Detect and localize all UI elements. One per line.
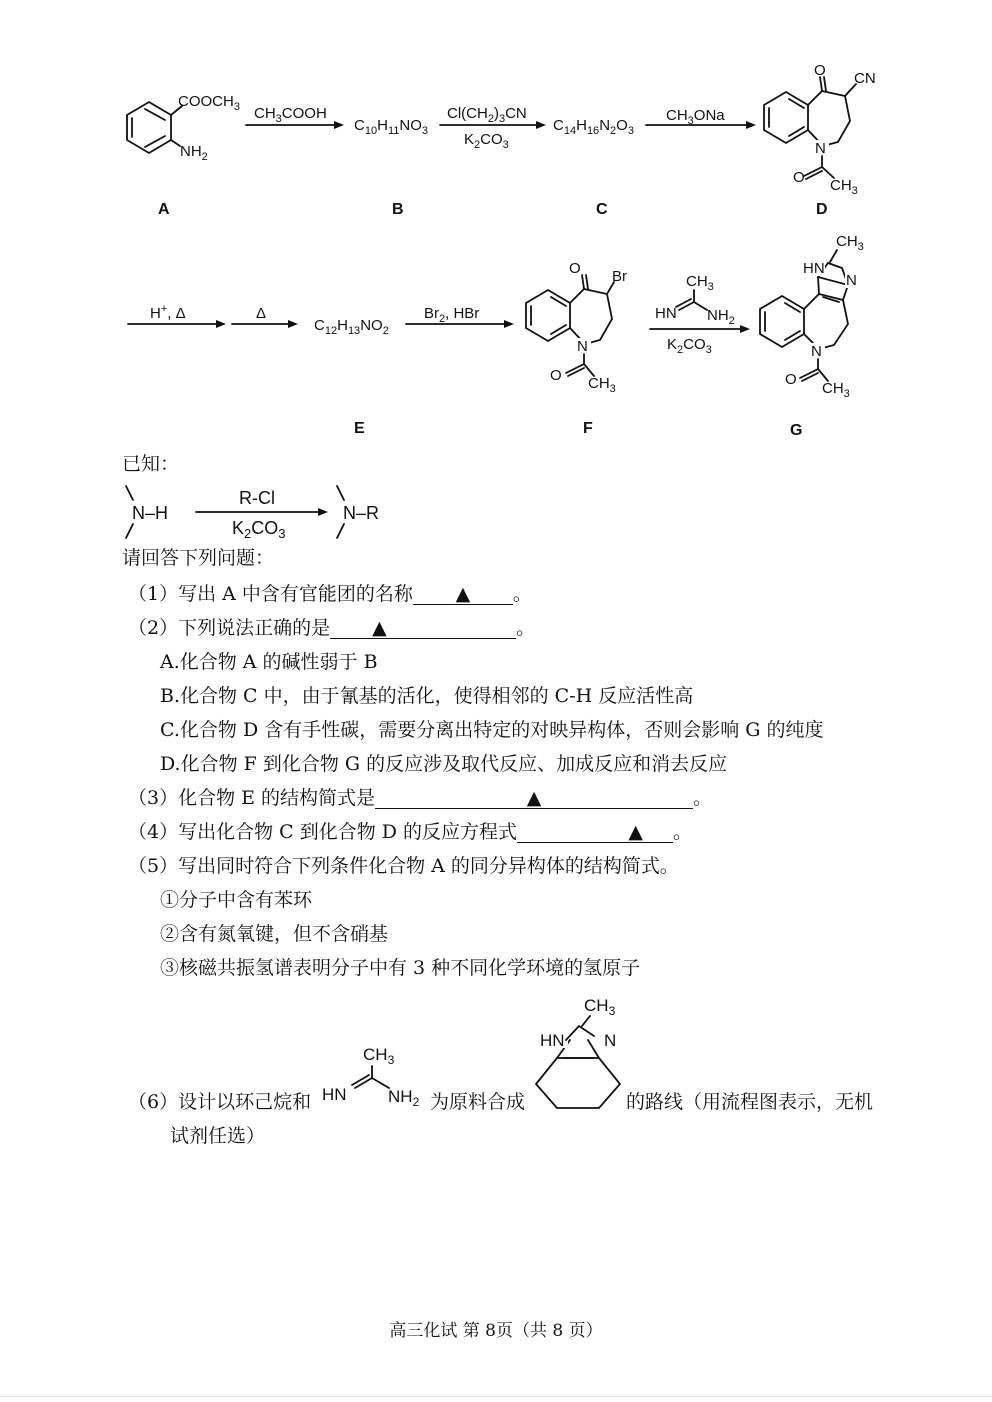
svg-text:N–R: N–R — [343, 503, 380, 523]
answer-blank-4[interactable] — [517, 820, 673, 843]
svg-text:CH3ONa: $CH_3ONa$ — [666, 107, 725, 127]
formula-c: $C_{14}H_{16}N_2O_3$ — [553, 117, 634, 137]
question-2-option-c: C.化合物 D 含有手性碳，需要分离出特定的对映异构体，否则会影响 G 的纯度 — [160, 719, 824, 741]
svg-text:Δ: Δ — [256, 305, 267, 322]
question-3-text: （3）化合物 E 的结构简式是 — [128, 787, 376, 809]
bottom-divider — [0, 1396, 992, 1397]
svg-text:O: O — [550, 367, 562, 384]
page-footer: 高三化试 第 8页（共 8 页） — [389, 1321, 603, 1341]
answer-marker-4: ▲ — [628, 821, 644, 843]
known-reaction — [126, 486, 379, 541]
question-4-text: （4）写出化合物 C 到化合物 D 的反应方程式 — [128, 821, 518, 843]
answer-marker-1: ▲ — [455, 583, 471, 605]
svg-text:K2CO3: $K_2CO_3$ — [464, 131, 509, 151]
svg-text:HN: HN — [803, 260, 825, 277]
question-2-option-a: A.化合物 A 的碱性弱于 B — [160, 651, 378, 673]
svg-text:HN: HN — [655, 305, 677, 322]
svg-text:CH3: $CH_3$ — [686, 273, 714, 293]
question-6-line2: 试剂任选） — [170, 1125, 266, 1147]
question-5-condition-2: ②含有氮氧键，但不含硝基 — [160, 923, 389, 945]
svg-text:HN: HN — [540, 1031, 565, 1050]
label-g: G — [790, 422, 803, 439]
svg-text:O: O — [785, 371, 797, 388]
svg-text:N: N — [811, 343, 822, 360]
question-5-condition-3: ③核磁共振氢谱表明分子中有 3 种不同化学环境的氢原子 — [160, 957, 641, 979]
question-2: （2）下列说法正确的是 ▲ 。 — [128, 617, 536, 639]
label-b: B — [392, 201, 404, 218]
answer-marker-3: ▲ — [526, 787, 542, 809]
question-1: （1）写出 A 中含有官能团的名称 ▲ 。 — [128, 583, 532, 605]
question-6-part1: （6）设计以环己烷和 — [128, 1091, 312, 1113]
compound-a-structure — [127, 93, 240, 163]
compound-d-structure — [764, 62, 876, 197]
formula-b: $C_{10}H_{11}NO_3$ — [354, 117, 428, 137]
target-imidazole-structure — [536, 996, 620, 1108]
svg-text:CH3: $CH_3$ — [584, 996, 616, 1018]
question-5: （5）写出同时符合下列条件化合物 A 的同分异构体的结构简式。 — [128, 855, 679, 877]
svg-text:NH2: $NH_2$ — [707, 307, 735, 327]
svg-text:Cl(CH2)3CN: $Cl(CH_2)_3CN$ — [447, 105, 527, 125]
svg-text:K2CO3: $K_2CO_3$ — [667, 336, 712, 356]
question-2-option-b: B.化合物 C 中，由于氰基的活化，使得相邻的 C-H 反应活性高 — [160, 685, 694, 707]
question-4: （4）写出化合物 C 到化合物 D 的反应方程式 ▲ 。 — [128, 821, 693, 843]
svg-text:NH2: $NH_2$ — [180, 143, 208, 163]
compound-g-structure — [760, 233, 864, 400]
svg-text:R-Cl: R-Cl — [239, 488, 275, 508]
svg-text:N: N — [815, 140, 826, 157]
answer-marker-2: ▲ — [372, 617, 387, 639]
question-3: （3）化合物 E 的结构简式是 ▲ 。 — [128, 787, 713, 809]
svg-text:K2CO3: $K_2CO_3$ — [232, 518, 286, 541]
svg-text:CN: CN — [854, 70, 876, 87]
questions-intro: 请回答下列问题： — [122, 547, 275, 569]
label-d: D — [816, 201, 828, 218]
svg-text:O: O — [814, 62, 826, 79]
label-e: E — [354, 420, 365, 437]
svg-text:O: O — [793, 169, 805, 186]
svg-text:Br2, HBr: $Br_2$, HBr — [424, 305, 480, 325]
question-6-part2: 为原料合成 — [430, 1091, 526, 1113]
answer-blank-2[interactable] — [330, 616, 516, 639]
svg-text:HN: HN — [322, 1085, 347, 1104]
svg-text:NH2: $NH_2$ — [388, 1087, 420, 1109]
svg-text:N: N — [577, 338, 588, 355]
answer-blank-3[interactable] — [375, 786, 693, 809]
compound-f-structure — [526, 260, 627, 395]
svg-text:CH3: $CH_3$ — [588, 375, 616, 395]
svg-text:CH3: $CH_3$ — [822, 380, 850, 400]
svg-text:CH3: $CH_3$ — [830, 177, 858, 197]
svg-text:CH3COOH: $CH_3COOH$ — [254, 105, 327, 125]
svg-text:COOCH3: $COOCH_3$ — [178, 93, 240, 113]
svg-text:H+, Δ: H+, Δ — [150, 303, 186, 322]
question-2-option-d: D.化合物 F 到化合物 G 的反应涉及取代反应、加成反应和消去反应 — [160, 753, 728, 775]
svg-text:CH3: $CH_3$ — [363, 1045, 395, 1067]
question-6-part3: 的路线（用流程图表示，无机 — [626, 1091, 874, 1113]
question-1-text: （1）写出 A 中含有官能团的名称 — [128, 583, 413, 605]
label-a: A — [158, 201, 170, 218]
answer-blank-1[interactable] — [413, 582, 513, 605]
svg-text:O: O — [569, 260, 581, 277]
label-c: C — [596, 201, 608, 218]
svg-text:N: N — [846, 272, 857, 289]
label-f: F — [583, 420, 593, 437]
question-5-condition-1: ①分子中含有苯环 — [160, 889, 313, 911]
svg-text:N–H: N–H — [132, 503, 169, 523]
known-heading: 已知： — [122, 453, 180, 475]
svg-text:N: N — [604, 1031, 617, 1050]
svg-text:Br: Br — [612, 268, 627, 285]
formula-e: $C_{12}H_{13}NO_2$ — [314, 317, 389, 337]
acetamidine-structure — [322, 1045, 420, 1109]
svg-text:CH3: $CH_3$ — [836, 233, 864, 253]
question-2-text: （2）下列说法正确的是 — [128, 617, 331, 639]
